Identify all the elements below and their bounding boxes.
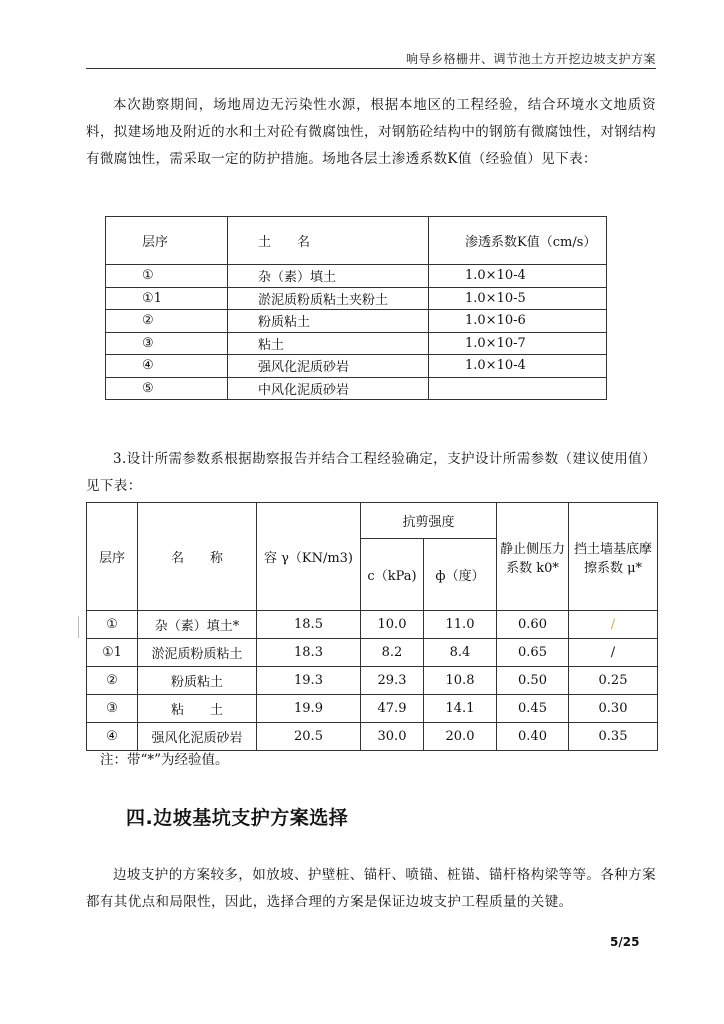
paragraph-params: 3.设计所需参数系根据勘察报告并结合工程经验确定，支护设计所需参数（建议使用值）见下表： — [86, 451, 656, 494]
soil-cell: 杂（素）填土 — [228, 265, 429, 288]
phi-cell: 10.8 — [424, 667, 497, 695]
name-cell: 杂（素）填土* — [138, 611, 257, 639]
density-cell: 19.9 — [257, 695, 361, 723]
mu-cell: 0.35 — [569, 723, 658, 751]
name-cell: 粘 土 — [138, 695, 257, 723]
c-cell: 10.0 — [361, 611, 424, 639]
name-cell: 强风化泥质砂岩 — [138, 723, 257, 751]
margin-mark — [78, 616, 79, 638]
k-cell: 1.0×10-5 — [429, 287, 607, 310]
table-row — [87, 667, 658, 695]
col-header-soil: 土 名 — [228, 217, 429, 265]
col-header-shear: 抗剪强度 — [361, 503, 497, 539]
layer-cell: ③ — [87, 695, 138, 723]
page-total: 25 — [622, 935, 640, 949]
permeability-table — [105, 216, 607, 400]
density-cell: 18.5 — [257, 611, 361, 639]
soil-cell: 粘土 — [228, 332, 429, 355]
col-header-mu: 挡土墙基底摩擦系数 μ* — [569, 503, 658, 611]
mu-cell: / — [569, 611, 658, 639]
table-row — [87, 611, 658, 639]
table-row — [87, 639, 658, 667]
table-row — [106, 355, 607, 378]
soil-cell: 粉质粘土 — [228, 310, 429, 333]
k-cell: 1.0×10-4 — [429, 265, 607, 288]
design-params-table — [86, 502, 658, 751]
soil-cell: 中风化泥质砂岩 — [228, 377, 429, 400]
density-cell: 18.3 — [257, 639, 361, 667]
layer-cell: ⑤ — [106, 377, 228, 400]
soil-cell: 淤泥质粉质粘土夹粉土 — [228, 287, 429, 310]
density-cell: 20.5 — [257, 723, 361, 751]
layer-cell: ①1 — [106, 287, 228, 310]
layer-cell: ① — [106, 265, 228, 288]
k0-cell: 0.60 — [497, 611, 569, 639]
table-row — [106, 310, 607, 333]
table-note: 注：带“*”为经验值。 — [100, 752, 229, 768]
table-row — [106, 265, 607, 288]
page-current: 5 — [610, 935, 619, 949]
header-rule — [86, 68, 656, 69]
col-header-phi: ф（度） — [424, 539, 497, 611]
k0-cell: 0.45 — [497, 695, 569, 723]
c-cell: 47.9 — [361, 695, 424, 723]
layer-cell: ④ — [87, 723, 138, 751]
k0-cell: 0.40 — [497, 723, 569, 751]
col-header-layer: 层序 — [87, 503, 138, 611]
mu-cell: 0.30 — [569, 695, 658, 723]
phi-cell: 8.4 — [424, 639, 497, 667]
col-header-density: 容 γ（KN/m3) — [257, 503, 361, 611]
soil-cell: 强风化泥质砂岩 — [228, 355, 429, 378]
name-cell: 粉质粘土 — [138, 667, 257, 695]
k-cell: 1.0×10-4 — [429, 355, 607, 378]
table-row — [106, 377, 607, 400]
k-cell: 1.0×10-7 — [429, 332, 607, 355]
col-header-layer: 层序 — [106, 217, 228, 265]
table-row — [87, 723, 658, 751]
density-cell: 19.3 — [257, 667, 361, 695]
phi-cell: 11.0 — [424, 611, 497, 639]
paragraph-corrosion: 本次勘察期间，场地周边无污染性水源，根据本地区的工程经验，结合环境水文地质资料，拟建场地及附近的水和土对砼有微腐蚀性，对钢筋砼结构中的钢筋有微腐蚀性，对钢结构有微腐蚀性，需采取一定的防护措施。场地各层土渗透系数K值（经验值）见下表： — [86, 97, 656, 167]
mu-cell: / — [569, 639, 658, 667]
col-header-c: c（kPa) — [361, 539, 424, 611]
layer-cell: ①1 — [87, 639, 138, 667]
layer-cell: ③ — [106, 332, 228, 355]
page-number: 5/25 — [610, 935, 640, 949]
k-cell: 1.0×10-6 — [429, 310, 607, 333]
section-title: 四.边坡基坑支护方案选择 — [126, 807, 349, 829]
name-cell: 淤泥质粉质粘土 — [138, 639, 257, 667]
c-cell: 29.3 — [361, 667, 424, 695]
layer-cell: ② — [106, 310, 228, 333]
phi-cell: 20.0 — [424, 723, 497, 751]
col-header-k: 渗透系数K值（cm/s） — [429, 217, 607, 265]
layer-cell: ④ — [106, 355, 228, 378]
table-row — [106, 332, 607, 355]
table-row — [106, 287, 607, 310]
mu-cell: 0.25 — [569, 667, 658, 695]
layer-cell: ① — [87, 611, 138, 639]
paragraph-support-options: 边坡支护的方案较多，如放坡、护壁桩、锚杆、喷锚、桩锚、锚杆格构梁等等。各种方案都有其优点和局限性，因此，选择合理的方案是保证边坡支护工程质量的关键。 — [86, 867, 656, 910]
k0-cell: 0.50 — [497, 667, 569, 695]
col-header-name: 名 称 — [138, 503, 257, 611]
table-header-row — [106, 217, 607, 265]
k-cell — [429, 377, 607, 400]
col-header-k0: 静止侧压力系数 k0* — [497, 503, 569, 611]
c-cell: 8.2 — [361, 639, 424, 667]
c-cell: 30.0 — [361, 723, 424, 751]
layer-cell: ② — [87, 667, 138, 695]
k0-cell: 0.65 — [497, 639, 569, 667]
page-header: 响导乡格栅井、调节池土方开挖边坡支护方案 — [405, 52, 656, 66]
phi-cell: 14.1 — [424, 695, 497, 723]
table-row — [87, 695, 658, 723]
